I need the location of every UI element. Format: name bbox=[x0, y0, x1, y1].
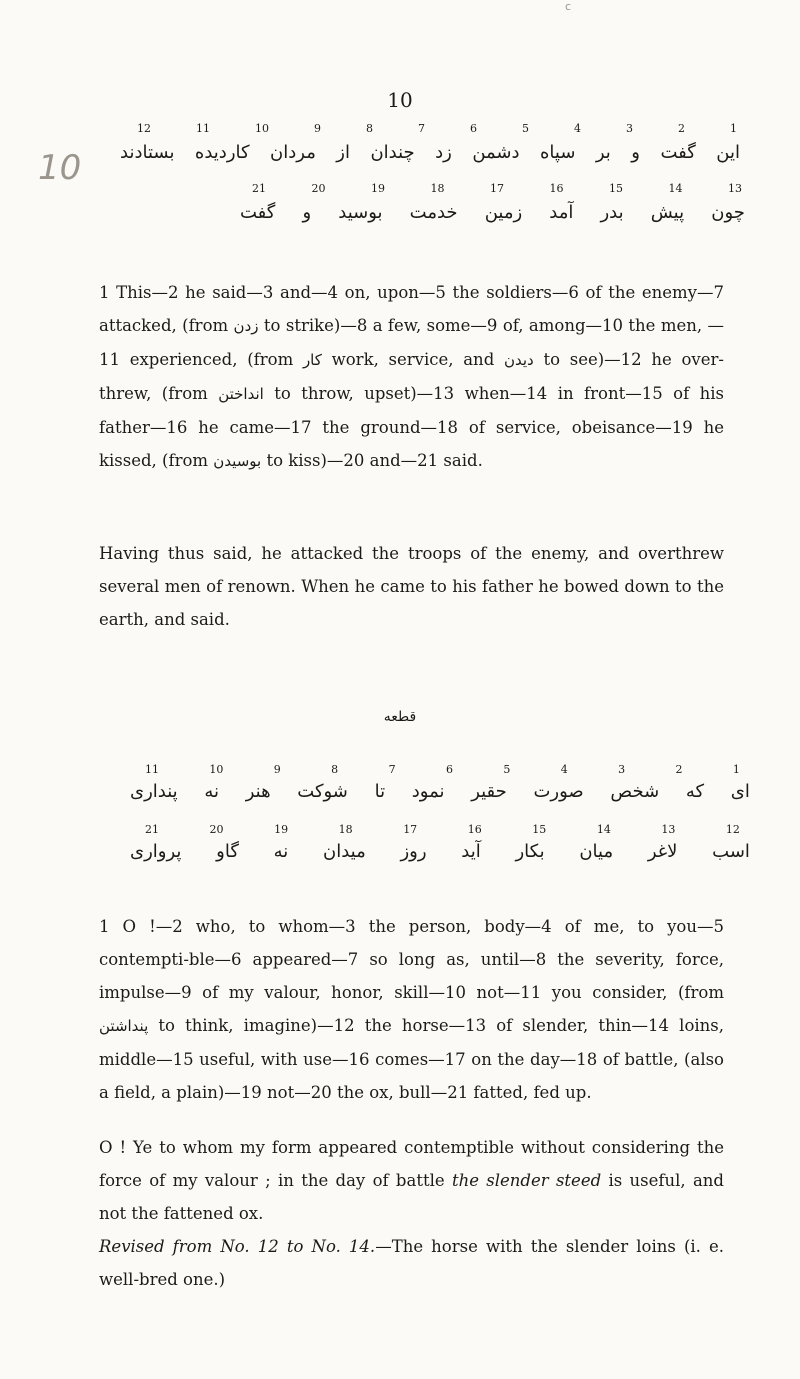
translation-text-start: O ! Ye to whom my form appeared contemptible without considering the force of my valour ; in the day of battle bbox=[99, 1138, 724, 1190]
word-number: 5 bbox=[522, 122, 529, 135]
translation-emphasis: the slender steed bbox=[451, 1171, 602, 1190]
word-number: 3 bbox=[626, 122, 633, 135]
persian-word: اسب bbox=[712, 841, 750, 862]
persian-word: آمد bbox=[549, 202, 574, 223]
persian-word: بکار bbox=[515, 841, 545, 862]
persian-word: و bbox=[631, 142, 640, 163]
word-number: 13 bbox=[661, 823, 676, 836]
number-row-2 bbox=[252, 182, 742, 195]
word-number: 20 bbox=[311, 182, 326, 195]
persian-word: چون bbox=[711, 202, 745, 223]
persian-word: گفت bbox=[240, 202, 276, 223]
gloss-text: 1 This—2 he said—3 and—4 on, upon—5 the soldiers—6 of the enemy—7 attacked, (from bbox=[99, 283, 724, 335]
translation-paragraph-1: Having thus said, he attacked the troops of the enemy, and overthrew several men of renown. When he came to his father he bowed down to the earth, and said. bbox=[99, 544, 724, 629]
persian-word: ای bbox=[730, 781, 750, 802]
word-number: 18 bbox=[430, 182, 445, 195]
word-number: 8 bbox=[366, 122, 373, 135]
gloss-text: 1 O !—2 who, to whom—3 the person, body—4 of me, to you—5 contempti-ble—6 appeared—7 so long as, until—8 the severity, force, impulse—9 of my valour, honor, skill—10 not—11 you consider, (from bbox=[99, 917, 724, 1002]
persian-word: دشمن bbox=[472, 142, 520, 163]
word-number: 7 bbox=[388, 763, 396, 776]
word-number: 4 bbox=[560, 763, 568, 776]
word-number: 10 bbox=[255, 122, 269, 135]
page-number: 10 bbox=[387, 88, 413, 112]
translation-paragraph-2 bbox=[99, 1131, 724, 1230]
gloss-paragraph-2 bbox=[99, 910, 724, 1109]
word-number: 3 bbox=[618, 763, 626, 776]
arabic-row-4 bbox=[130, 841, 750, 862]
revised-label: Revised from No. 12 to No. 14. bbox=[99, 1237, 376, 1256]
persian-word: شوکت bbox=[297, 781, 348, 802]
word-number: 8 bbox=[331, 763, 339, 776]
persian-word: نه bbox=[273, 841, 289, 862]
persian-word: شخص bbox=[610, 781, 660, 802]
persian-word: بدر bbox=[600, 202, 624, 223]
gloss-text: work, service, and bbox=[321, 350, 504, 369]
gloss-text: to throw, upset)—13 when—14 in front—15 of his father—16 he came—17 the ground—18 of service, obeisance—19 he kissed, (from bbox=[99, 384, 724, 470]
word-number: 14 bbox=[596, 823, 611, 836]
persian-word: زد bbox=[435, 142, 452, 163]
gloss-text: to think, imagine)—12 the horse—13 of slender, thin—14 loins, middle—15 useful, with use—16 comes—17 on the day—18 of battle, (also a field, a plain)—19 not—20 the ox, bull—21 fatted, fed up. bbox=[99, 1016, 724, 1102]
persian-root-word: دیدن bbox=[503, 351, 534, 369]
corner-mark: c bbox=[565, 0, 572, 13]
word-number: 12 bbox=[137, 122, 151, 135]
persian-root-word: بوسیدن bbox=[213, 452, 262, 470]
word-number: 6 bbox=[470, 122, 477, 135]
persian-word: پیش bbox=[650, 202, 685, 223]
persian-word: میدان bbox=[323, 841, 366, 862]
persian-word: چندان bbox=[370, 142, 415, 163]
arabic-row-1 bbox=[120, 142, 740, 163]
word-number: 2 bbox=[675, 763, 683, 776]
section-title: قطعه bbox=[383, 709, 417, 725]
number-row-3 bbox=[145, 763, 740, 776]
word-number: 21 bbox=[252, 182, 266, 195]
gloss-text: to strike)—8 a few, some—9 of, among—10 the men, —11 experienced, (from bbox=[99, 316, 724, 369]
revised-text: —The horse with the slender loins (i. e. well-bred one.) bbox=[99, 1237, 725, 1289]
persian-word: این bbox=[716, 142, 740, 163]
persian-root-word: پنداشتن bbox=[99, 1017, 149, 1035]
word-number: 11 bbox=[145, 763, 159, 776]
word-number: 15 bbox=[532, 823, 547, 836]
word-number: 15 bbox=[609, 182, 623, 195]
persian-word: نمود bbox=[411, 781, 445, 802]
word-number: 19 bbox=[274, 823, 289, 836]
persian-root-word: انداختن bbox=[218, 385, 264, 403]
persian-word: زمین bbox=[484, 202, 523, 223]
persian-root-word: کار bbox=[302, 351, 322, 369]
persian-word: آید bbox=[461, 841, 481, 862]
persian-word: بوسید bbox=[338, 202, 383, 223]
persian-word: خدمت bbox=[409, 202, 458, 223]
word-number: 13 bbox=[728, 182, 742, 195]
persian-word: و bbox=[302, 202, 312, 223]
persian-root-word: زدن bbox=[233, 317, 259, 335]
margin-mark: 10 bbox=[38, 148, 82, 188]
word-number: 20 bbox=[209, 823, 224, 836]
persian-word: پنداری bbox=[130, 781, 178, 802]
revised-note bbox=[99, 1230, 724, 1296]
word-number: 19 bbox=[371, 182, 385, 195]
persian-word: نه bbox=[204, 781, 220, 802]
persian-word: کارديده bbox=[194, 142, 250, 163]
number-row-4 bbox=[145, 823, 740, 836]
gloss-text: to kiss)—20 and—21 said. bbox=[261, 451, 483, 470]
persian-word: از bbox=[336, 142, 350, 163]
arabic-row-2 bbox=[240, 202, 745, 223]
word-number: 4 bbox=[574, 122, 581, 135]
word-number: 21 bbox=[145, 823, 159, 836]
gloss-paragraph-1 bbox=[99, 276, 724, 478]
word-number: 12 bbox=[725, 823, 740, 836]
word-number: 1 bbox=[732, 763, 740, 776]
persian-word: روز bbox=[400, 841, 427, 862]
word-number: 7 bbox=[418, 122, 425, 135]
word-number: 9 bbox=[314, 122, 321, 135]
persian-word: صورت bbox=[533, 781, 584, 802]
translation-text-end: is useful, and not the fattened ox. bbox=[99, 1171, 724, 1223]
persian-word: میان bbox=[579, 841, 614, 862]
persian-word: سپاه bbox=[539, 142, 576, 163]
word-number: 14 bbox=[668, 182, 683, 195]
word-number: 17 bbox=[403, 823, 418, 836]
persian-word: پرواری bbox=[130, 841, 182, 862]
persian-word: حقیر bbox=[471, 781, 507, 802]
persian-word: بستادند bbox=[120, 142, 175, 163]
word-number: 18 bbox=[338, 823, 353, 836]
word-number: 5 bbox=[503, 763, 511, 776]
word-number: 9 bbox=[273, 763, 281, 776]
persian-word: تا bbox=[374, 781, 386, 802]
word-number: 1 bbox=[730, 122, 737, 135]
number-row-1 bbox=[137, 122, 737, 135]
persian-word: گاو bbox=[216, 841, 239, 862]
persian-word: هنر bbox=[245, 781, 271, 802]
persian-word: مردان bbox=[270, 142, 316, 163]
word-number: 2 bbox=[678, 122, 685, 135]
word-number: 10 bbox=[209, 763, 224, 776]
persian-word: که bbox=[685, 781, 705, 802]
persian-word: بر bbox=[595, 142, 611, 163]
word-number: 6 bbox=[445, 763, 453, 776]
word-number: 16 bbox=[549, 182, 564, 195]
word-number: 11 bbox=[196, 122, 210, 135]
arabic-row-3 bbox=[130, 781, 750, 802]
persian-word: لاغر bbox=[647, 841, 678, 862]
persian-word: گفت bbox=[660, 142, 696, 163]
gloss-text: to see)—12 he over-threw, (from bbox=[99, 350, 724, 403]
word-number: 17 bbox=[490, 182, 504, 195]
word-number: 16 bbox=[467, 823, 482, 836]
